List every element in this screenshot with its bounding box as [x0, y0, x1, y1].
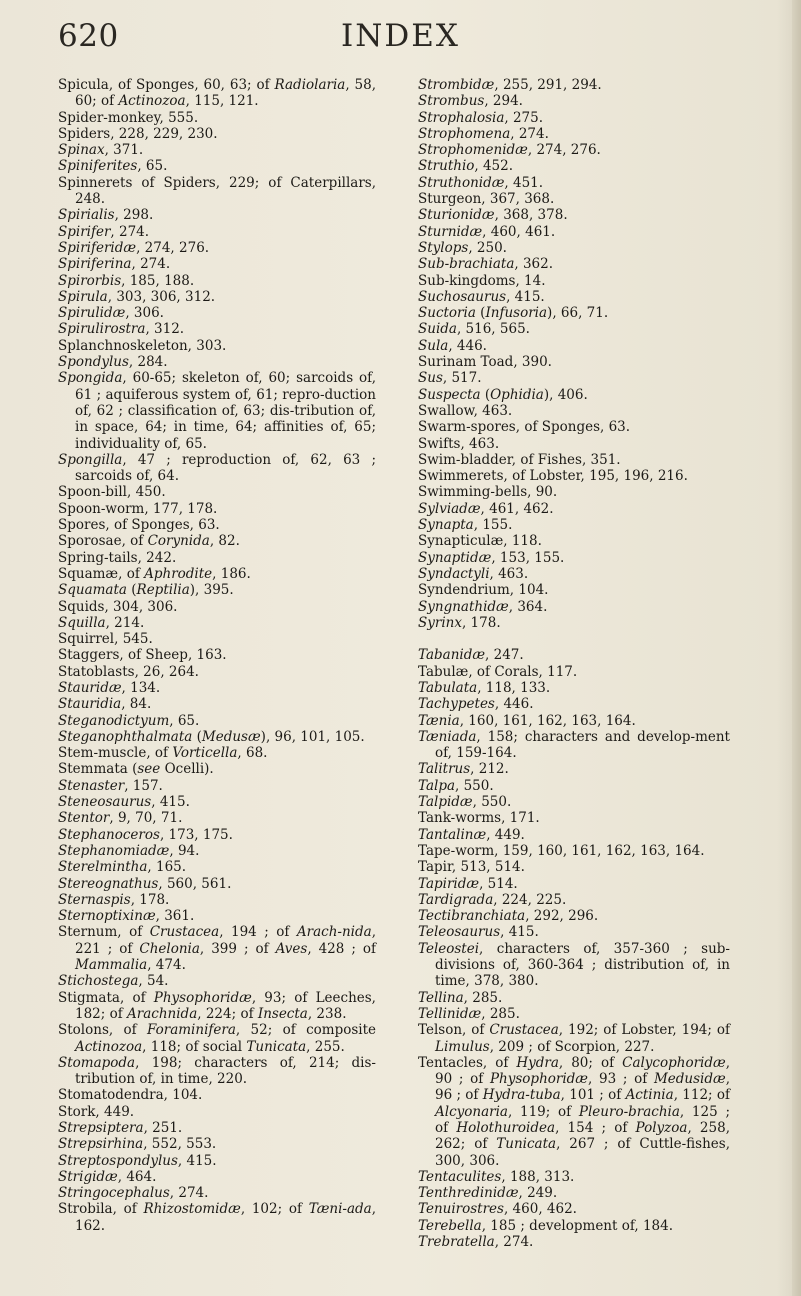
index-entry: Tenthredinidæ, 249.: [418, 1185, 558, 1202]
index-entry: Sternoptixinæ, 361.: [58, 908, 195, 925]
index-entry: Spring-tails, 242.: [58, 549, 177, 566]
index-entry: Stringocephalus, 274.: [58, 1185, 209, 1202]
index-entry: Sylviadæ, 461, 462.: [418, 500, 554, 517]
index-entry: Spider-monkey, 555.: [58, 109, 199, 126]
index-entry: Swifts, 463.: [418, 435, 500, 452]
index-entry: Spiniferites, 65.: [58, 158, 168, 175]
index-entry: Terebella, 185 ; development of, 184.: [418, 1217, 674, 1234]
index-entry: Spiders, 228, 229, 230.: [58, 125, 218, 142]
index-entry: Splanchnoskeleton, 303.: [58, 337, 227, 354]
index-entry: Syndactyli, 463.: [418, 565, 529, 582]
index-entry: Spirula, 303, 306, 312.: [58, 288, 216, 305]
index-entry: Spirulirostra, 312.: [58, 321, 185, 338]
index-entry: Tape-worm, 159, 160, 161, 162, 163, 164.: [418, 842, 705, 859]
index-entry: Suspecta (Ophidia), 406.: [418, 386, 588, 403]
index-entry: Tabulæ, of Corals, 117.: [418, 663, 578, 680]
index-entry: Tantalinæ, 449.: [418, 826, 525, 843]
index-entry: Stomapoda, 198; characters of, 214; dis-tribution of, in time, 220.: [58, 1054, 376, 1088]
index-entry: Sterelmintha, 165.: [58, 859, 187, 876]
index-entry: Steneosaurus, 415.: [58, 794, 190, 811]
index-entry: Stereognathus, 560, 561.: [58, 875, 232, 892]
index-entry: Spinnerets of Spiders, 229; of Caterpillars, 248.: [58, 174, 376, 208]
index-entry: Strobila, of Rhizostomidæ, 102; of Tæni-ada, 162.: [58, 1201, 376, 1234]
index-entry: Stomatodendra, 104.: [58, 1087, 203, 1104]
index-entry: Steganodictyum, 65.: [58, 712, 200, 729]
index-entry: Sturnidæ, 460, 461.: [418, 223, 556, 240]
page-edge: [792, 0, 801, 1296]
index-entry: Sula, 446.: [418, 337, 487, 354]
index-entry: Suctoria (Infusoria), 66, 71.: [418, 305, 609, 322]
index-entry: Tabanidæ, 247.: [418, 647, 524, 664]
index-entry: Swarm-spores, of Sponges, 63.: [418, 419, 631, 436]
index-entry: Tank-worms, 171.: [418, 810, 540, 827]
index-entry: Spicula, of Sponges, 60, 63; of Radiolaria, 58, 60; of Actinozoa, 115, 121.: [58, 77, 376, 110]
index-entry: Steganophthalmata (Medusæ), 96, 101, 105.: [58, 728, 365, 745]
index-entry: Suida, 516, 565.: [418, 321, 530, 338]
index-entry: Squamata (Reptilia), 395.: [58, 582, 234, 599]
index-entry: Teleostei, characters of, 357-360 ; sub-divisions of, 360-364 ; distribution of, in time, 378, 380.: [418, 940, 730, 990]
index-entry: Synaptidæ, 153, 155.: [418, 549, 565, 566]
index-entry: Stylops, 250.: [418, 239, 507, 256]
index-entry: Teleosaurus, 415.: [418, 924, 539, 941]
index-entry: Spoon-bill, 450.: [58, 484, 166, 501]
index-entry: Staggers, of Sheep, 163.: [58, 647, 227, 664]
index-entry: Sturgeon, 367, 368.: [418, 191, 555, 208]
index-entry: Stentor, 9, 70, 71.: [58, 810, 183, 827]
index-entry: Squids, 304, 306.: [58, 598, 178, 615]
index-entry: Stauridæ, 134.: [58, 679, 161, 696]
index-column-right: [418, 77, 730, 1250]
index-entry: Strophalosia, 275.: [418, 109, 544, 126]
index-entry: Tabulata, 118, 133.: [418, 679, 551, 696]
index-entry: Synapticulæ, 118.: [418, 533, 542, 550]
index-entry: Spirialis, 298.: [58, 207, 154, 224]
index-entry: Spondylus, 284.: [58, 354, 168, 371]
index-entry: Squirrel, 545.: [58, 631, 153, 648]
index-entry: Squamæ, of Aphrodite, 186.: [58, 565, 251, 582]
index-entry: Spirulidæ, 306.: [58, 305, 164, 322]
index-entry: Stolons, of Foraminifera, 52; of composite Actinozoa, 118; of social Tunicata, 255.: [58, 1022, 377, 1055]
index-entry: Spirorbis, 185, 188.: [58, 272, 195, 289]
index-entry: Talitrus, 212.: [418, 761, 509, 778]
index-entry: Tardigrada, 224, 225.: [418, 891, 567, 908]
index-entry: Stephanoceros, 173, 175.: [58, 826, 233, 843]
page-header: [0, 8, 801, 64]
index-entry: Strepsirhina, 552, 553.: [58, 1136, 217, 1153]
index-entry: Sporosae, of Corynida, 82.: [58, 533, 240, 550]
index-entry: Telson, of Crustacea, 192; of Lobster, 194; of Limulus, 209 ; of Scorpion, 227.: [418, 1022, 730, 1055]
index-entry: Tenuirostres, 460, 462.: [418, 1201, 577, 1218]
index-entry: Tellina, 285.: [418, 989, 503, 1006]
index-entry: Surinam Toad, 390.: [418, 354, 552, 371]
index-entry: Spongilla, 47 ; reproduction of, 62, 63 ; sarcoids of, 64.: [58, 451, 376, 485]
index-entry: Stemmata (see Ocelli).: [58, 761, 214, 778]
index-entry: Swimming-bells, 90.: [418, 484, 558, 501]
index-entry: Spiriferina, 274.: [58, 256, 171, 273]
page-title: INDEX: [341, 18, 460, 54]
index-entry: Spiriferidæ, 274, 276.: [58, 239, 210, 256]
index-entry: Syngnathidæ, 364.: [418, 598, 548, 615]
index-entry: Strigidæ, 464.: [58, 1168, 157, 1185]
index-entry: Tæniada, 158; characters and develop-ment of, 159-164.: [418, 728, 730, 762]
index-entry: Sternum, of Crustacea, 194 ; of Arach-nida, 221 ; of Chelonia, 399 ; of Aves, 428 ; of Mammalia, 474.: [58, 924, 376, 974]
index-entry: Stauridia, 84.: [58, 696, 152, 713]
index-entry: Tapiridæ, 514.: [418, 875, 518, 892]
index-entry: Trebratella, 274.: [418, 1234, 534, 1251]
index-entry: Tachypetes, 446.: [418, 696, 534, 713]
index-entry: Stephanomiadæ, 94.: [58, 842, 200, 859]
index-entry: Statoblasts, 26, 264.: [58, 663, 199, 680]
index-entry: Strombidæ, 255, 291, 294.: [418, 77, 602, 93]
index-entry: Strophomena, 274.: [418, 125, 549, 142]
index-entry: Tellinidæ, 285.: [418, 1005, 520, 1022]
index-entry: Tentacles, of Hydra, 80; of Calycophoridæ, 90 ; of Physophoridæ, 93 ; of Medusidæ, 96 ; of Hydra-tuba, 101 ; of Actinia, 112; of Alcyonaria, 119; of Pleuro-brachia, 125 ; of Holothuroidea, 154 ; of Polyzoa, 258, 262; of Tunicata, 267 ; of Cuttle-fishes, 300, 306.: [418, 1054, 731, 1169]
index-entry: Swallow, 463.: [418, 402, 513, 419]
index-entry: Swim-bladder, of Fishes, 351.: [418, 451, 621, 468]
index-entry: Tectibranchiata, 292, 296.: [418, 908, 599, 925]
index-entry: Stigmata, of Physophoridæ, 93; of Leeches, 182; of Arachnida, 224; of Insecta, 238.: [58, 989, 376, 1022]
index-entry: Sturionidæ, 368, 378.: [418, 207, 568, 224]
index-entry: Struthonidæ, 451.: [418, 174, 544, 191]
page-number: 620: [58, 18, 119, 54]
index-entry: Sternaspis, 178.: [58, 891, 170, 908]
index-entry: Spores, of Sponges, 63.: [58, 517, 220, 534]
index-entry: Syrinx, 178.: [418, 614, 501, 631]
index-entry: Tentaculites, 188, 313.: [418, 1168, 575, 1185]
index-entry: Stichostega, 54.: [58, 973, 169, 990]
index-entry: Strombus, 294.: [418, 93, 523, 110]
index-entry: Struthio, 452.: [418, 158, 514, 175]
index-entry: Spinax, 371.: [58, 142, 144, 159]
index-entry: Suchosaurus, 415.: [418, 288, 545, 305]
index-entry: Spongida, 60-65; skeleton of, 60; sarcoids of, 61 ; aquiferous system of, 61; repro-duction of, 62 ; classification of, 63; dis-tribution of, in space, 64; in time, 64; affinities of, 65; individuality of, 65.: [58, 370, 376, 452]
index-entry: Stenaster, 157.: [58, 777, 163, 794]
index-entry: Stem-muscle, of Vorticella, 68.: [58, 745, 268, 762]
index-column-left: [58, 77, 376, 1234]
index-entry: Spoon-worm, 177, 178.: [58, 500, 218, 517]
index-entry: Spirifer, 274.: [58, 223, 150, 240]
index-entry: Synapta, 155.: [418, 517, 513, 534]
index-entry: Strophomenidæ, 274, 276.: [418, 142, 601, 159]
index-entry: Streptospondylus, 415.: [58, 1152, 217, 1169]
index-entry: Tænia, 160, 161, 162, 163, 164.: [418, 712, 636, 729]
index-entry: Sub-kingdoms, 14.: [418, 272, 546, 289]
index-entry: Tapir, 513, 514.: [418, 859, 525, 876]
index-entry: Talpidæ, 550.: [418, 794, 512, 811]
index-entry: Syndendrium, 104.: [418, 582, 549, 599]
index-entry: Sub-brachiata, 362.: [418, 256, 554, 273]
index-entry: Squilla, 214.: [58, 614, 145, 631]
index-entry: Stork, 449.: [58, 1103, 135, 1120]
index-entry: Sus, 517.: [418, 370, 482, 387]
index-entry: Strepsiptera, 251.: [58, 1120, 183, 1136]
index-entry: Talpa, 550.: [418, 777, 494, 794]
index-entry: Swimmerets, of Lobster, 195, 196, 216.: [418, 468, 688, 485]
